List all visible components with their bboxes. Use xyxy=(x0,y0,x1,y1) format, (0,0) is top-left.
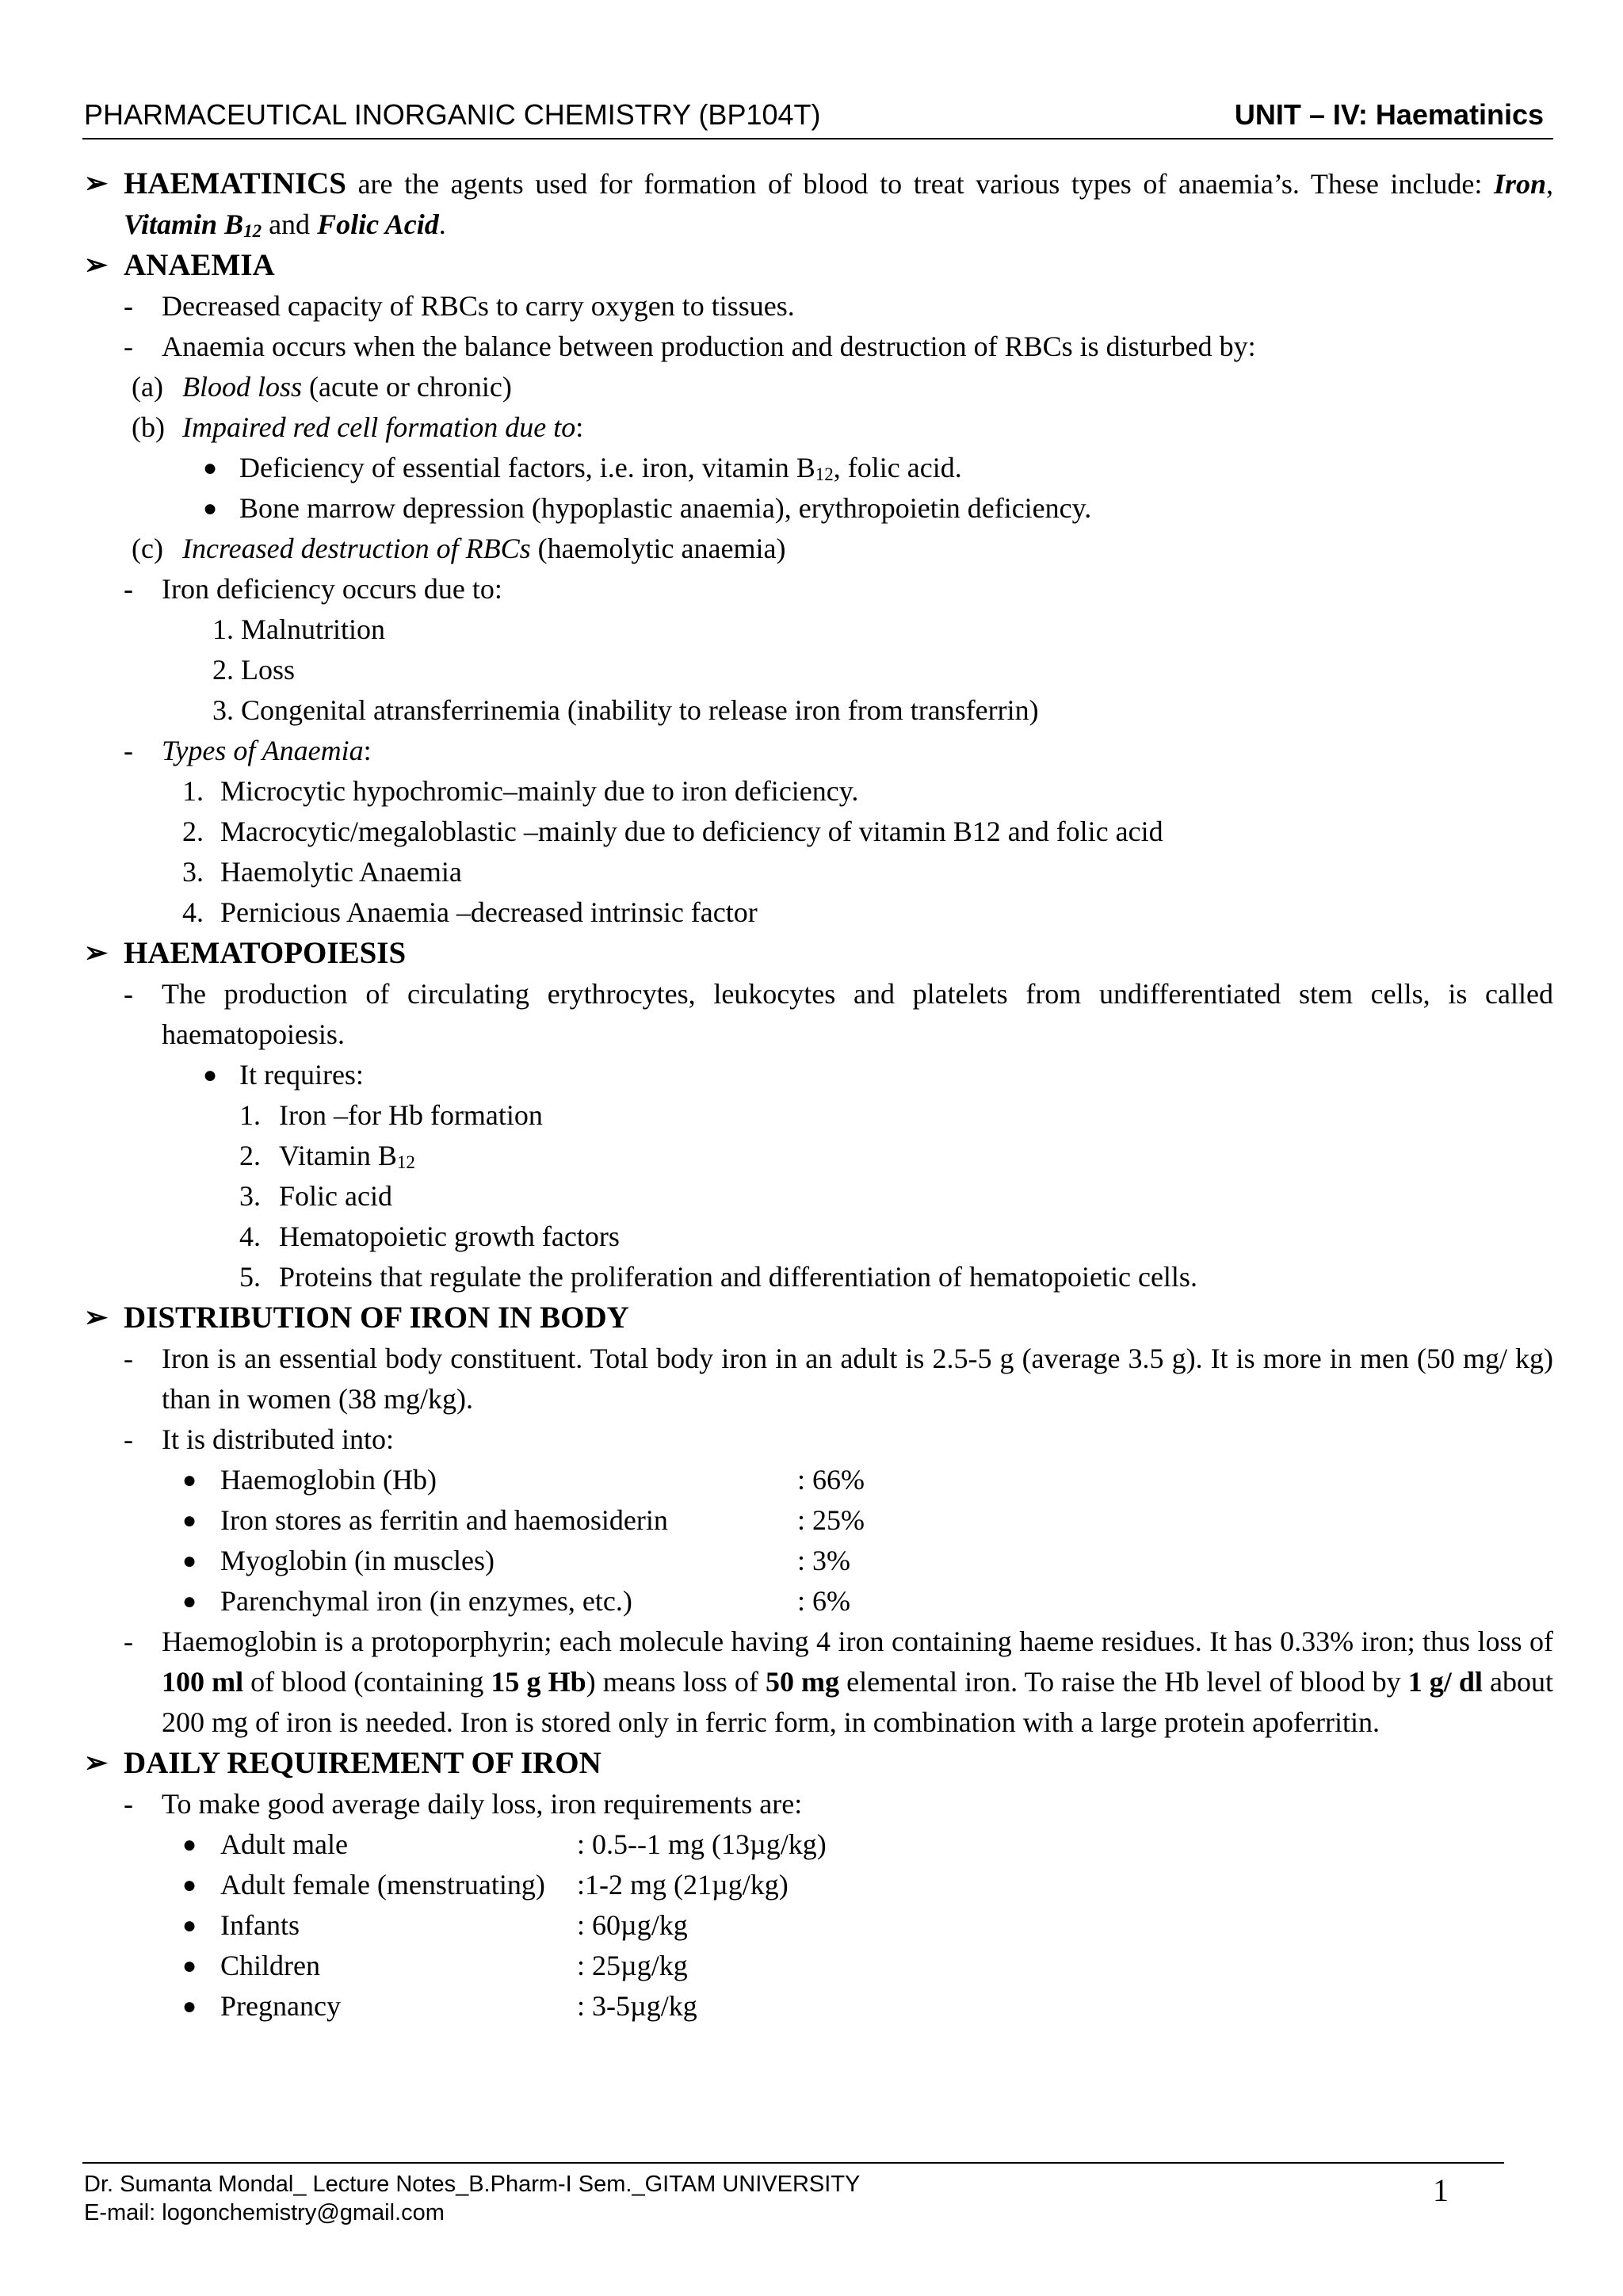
list-item: 2. Macrocytic/megaloblastic –mainly due to deficiency of vitamin B12 and folic acid xyxy=(182,816,1163,847)
header-divider xyxy=(82,138,1553,139)
list-item: ● Pregnancy : 3-5µg/kg xyxy=(84,1986,1553,2027)
main-content xyxy=(84,163,1553,2027)
arrow-bullet-icon: ➢ xyxy=(84,1301,109,1333)
list-item: - The production of circulating erythrocytes, leukocytes and platelets from undifferentiated stem cells, is called haematopoiesis. xyxy=(124,978,1553,1050)
list-item: (c) Increased destruction of RBCs (haemolytic anaemia) xyxy=(132,533,786,564)
arrow-bullet-icon: ➢ xyxy=(84,167,109,199)
list-item: 1. Microcytic hypochromic–mainly due to iron deficiency. xyxy=(182,775,859,807)
list-item: ● Haemoglobin (Hb) : 66% xyxy=(84,1460,1553,1500)
bullet-icon: ● xyxy=(182,1588,197,1614)
list-item: 3. Haemolytic Anaemia xyxy=(182,856,462,888)
footer-divider xyxy=(82,2162,1504,2164)
course-title: PHARMACEUTICAL INORGANIC CHEMISTRY (BP104T) xyxy=(84,98,821,131)
bullet-icon: ● xyxy=(203,1062,218,1088)
bullet-icon: ● xyxy=(182,1912,197,1939)
list-item: 2. Vitamin $B_{12}$ xyxy=(239,1140,415,1172)
section-heading-daily-requirement: ➢ DAILY REQUIREMENT OF IRON xyxy=(84,1743,1553,1784)
haematinics-term: HAEMATINICS xyxy=(124,166,346,201)
bullet-icon: ● xyxy=(182,1993,197,2019)
list-item: ● Infants : 60µg/kg xyxy=(84,1905,1553,1946)
list-item: ● Adult male : 0.5--1 mg (13µg/kg) xyxy=(84,1824,1553,1865)
page-footer xyxy=(84,2170,1510,2227)
list-item: - To make good average daily loss, iron requirements are: xyxy=(124,1788,803,1820)
list-item: - Iron deficiency occurs due to: xyxy=(124,573,502,605)
section-heading-anaemia: ➢ ANAEMIA xyxy=(84,245,1553,286)
bullet-icon: ● xyxy=(182,1872,197,1898)
bullet-icon: ● xyxy=(182,1832,197,1858)
bullet-icon: ● xyxy=(203,455,218,481)
list-item: ● It requires: xyxy=(84,1055,1553,1095)
footer-email: E-mail: logonchemistry@gmail.com xyxy=(84,2200,445,2225)
arrow-bullet-icon: ➢ xyxy=(84,937,109,968)
list-item: ● Deficiency of essential factors, i.e. iron, vitamin $B_{12}$, folic acid. xyxy=(84,448,1553,488)
list-item: (b) Impaired red cell formation due to: xyxy=(132,411,584,443)
section-heading-haematopoiesis: ➢ HAEMATOPOIESIS xyxy=(84,933,1553,974)
list-item: 1. Malnutrition xyxy=(212,613,385,645)
list-item: - It is distributed into: xyxy=(124,1423,394,1455)
list-item: ● Myoglobin (in muscles) : 3% xyxy=(84,1541,1553,1581)
list-item: 3. Folic acid xyxy=(239,1180,392,1212)
list-item: - Iron is an essential body constituent. Total body iron in an adult is 2.5-5 g (average 3.5 g). It is more in men (50 mg/ kg) than in women (38 mg/kg). xyxy=(124,1343,1553,1415)
list-item: 5. Proteins that regulate the proliferation and differentiation of hematopoietic cells. xyxy=(239,1261,1197,1293)
list-item: ● Parenchymal iron (in enzymes, etc.) : 6% xyxy=(84,1581,1553,1622)
page-number: 1 xyxy=(1433,2172,1449,2208)
list-item: ● Bone marrow depression (hypoplastic anaemia), erythropoietin deficiency. xyxy=(84,488,1553,529)
bullet-icon: ● xyxy=(182,1507,197,1534)
list-item: 4. Pernicious Anaemia –decreased intrinsic factor xyxy=(182,896,758,928)
list-item: 3. Congenital atransferrinemia (inability to release iron from transferrin) xyxy=(212,694,1039,726)
bullet-icon: ● xyxy=(203,495,218,521)
bullet-icon: ● xyxy=(182,1467,197,1493)
list-item: - Anaemia occurs when the balance between production and destruction of RBCs is disturbed by: xyxy=(124,330,1256,362)
bullet-icon: ● xyxy=(182,1953,197,1979)
section-heading-distribution: ➢ DISTRIBUTION OF IRON IN BODY xyxy=(84,1297,1553,1339)
list-item: ● Children : 25µg/kg xyxy=(84,1946,1553,1986)
unit-title: UNIT – IV: Haematinics xyxy=(1234,98,1544,131)
arrow-bullet-icon: ➢ xyxy=(84,1747,109,1778)
page-header xyxy=(84,97,1552,139)
list-item: ● Adult female (menstruating) :1-2 mg (21µg/kg) xyxy=(84,1865,1553,1905)
list-item: 4. Hematopoietic growth factors xyxy=(239,1221,620,1252)
list-item: - Haemoglobin is a protoporphyrin; each molecule having 4 iron containing haeme residues. It has 0.33% iron; thus loss of 100 ml of blood (containing 15 g Hb) means loss of 50 mg elemental iron. To raise the Hb level of blood by 1 g/ dl about 200 mg of iron is needed. Iron is stored only in ferric form, in combination with a large protein apoferritin. xyxy=(124,1626,1554,1738)
list-item: - Types of Anaemia: xyxy=(124,735,372,766)
list-item: - Decreased capacity of RBCs to carry oxygen to tissues. xyxy=(124,290,795,322)
list-item: ● Iron stores as ferritin and haemosiderin : 25% xyxy=(84,1500,1553,1541)
list-item: (a) Blood loss (acute or chronic) xyxy=(132,371,512,403)
list-item: 2. Loss xyxy=(212,654,296,686)
footer-author: Dr. Sumanta Mondal_ Lecture Notes_B.Pharm-I Sem._GITAM UNIVERSITY xyxy=(84,2172,861,2197)
list-item: 1. Iron –for Hb formation xyxy=(239,1099,543,1131)
intro-paragraph: ➢ HAEMATINICS are the agents used for formation of blood to treat various types of anaemia’s. These include: Iron, Vitamin $B_{12}$ and Folic Acid. xyxy=(84,163,1553,245)
arrow-bullet-icon: ➢ xyxy=(84,249,109,281)
bullet-icon: ● xyxy=(182,1548,197,1574)
